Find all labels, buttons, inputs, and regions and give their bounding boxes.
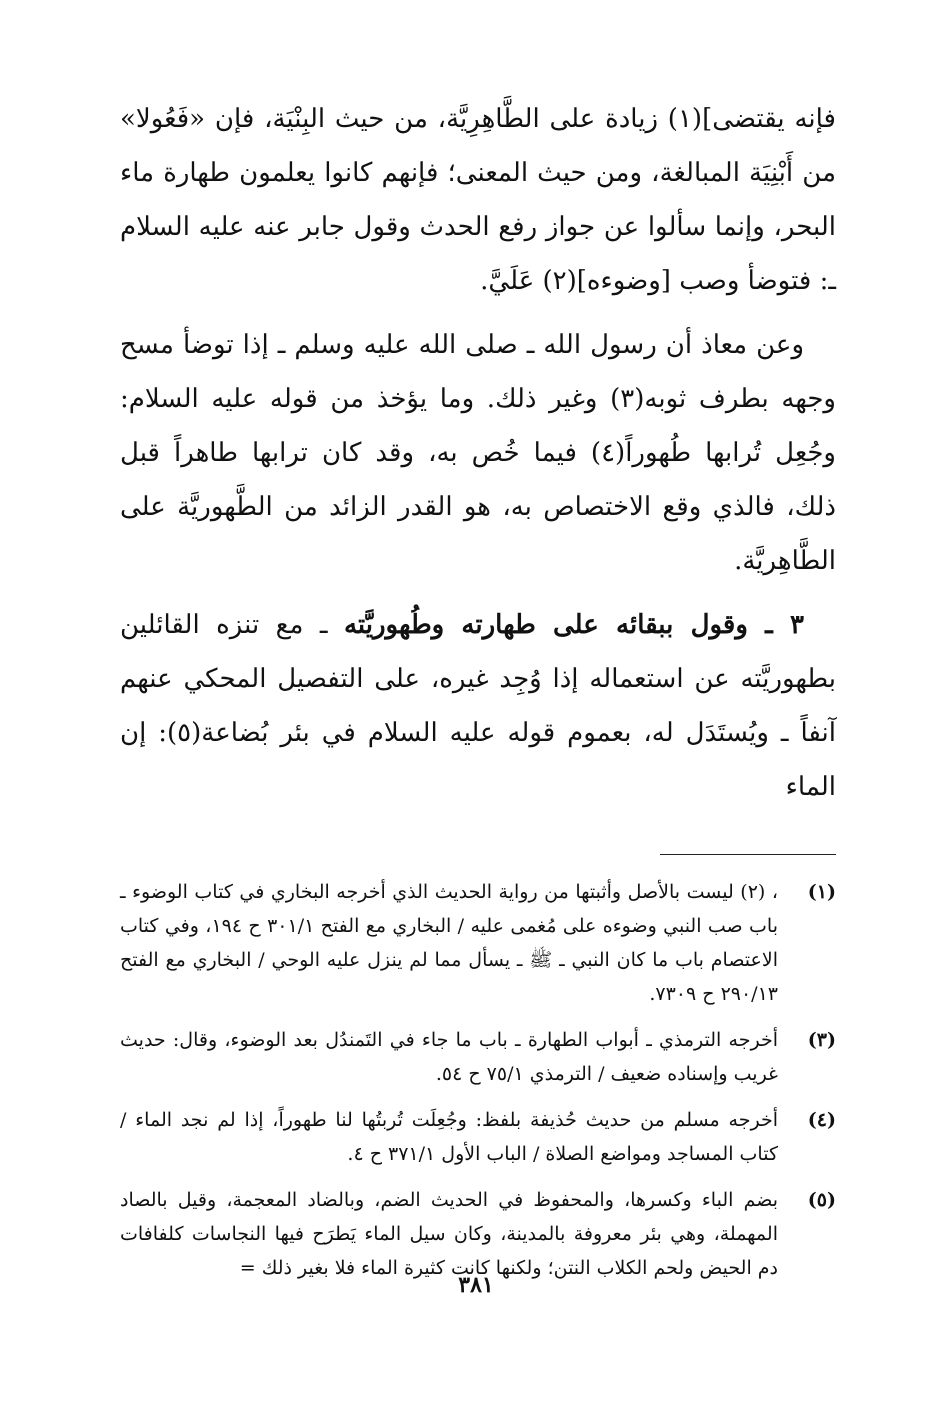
page-content	[120, 92, 836, 1297]
main-text	[120, 92, 836, 814]
footnotes	[120, 875, 836, 1285]
paragraph-1: فإنه يقتضى](١) زيادة على الطَّاهِرِيَّة، من حيث البِنْيَة، فإن «فَعُولا» من أَبْنِيَة المبالغة، ومن حيث المعنى؛ فإنهم كانوا يعلمون طهارة ماء البحر، وإنما سألوا عن جواز رفع الحدث وقول جابر عنه عليه السلام ـ: فتوضأ وصب [وضوءه](٢) عَلَيَّ.	[120, 104, 837, 296]
page-number: ٣٨١	[458, 1272, 494, 1298]
footnote-4	[120, 1103, 836, 1171]
paragraph-2: وعن معاذ أن رسول الله ـ صلى الله عليه وسلم ـ إذا توضأ مسح وجهه بطرف ثوبه(٣) وغير ذلك. وما يؤخذ من قوله عليه السلام: وجُعِل تُرابها طُهوراً(٤) فيما خُص به، وقد كان ترابها طاهراً قبل ذلك، فالذي وقع الاختصاص به، هو القدر الزائد من الطَّهوريَّة على الطَّاهِريَّة.	[120, 330, 836, 576]
footnote-number: (٤)	[807, 1109, 836, 1131]
footnote-5	[120, 1183, 836, 1285]
footnote-number: (٣)	[807, 1029, 836, 1051]
footnote-text: بضم الباء وكسرها، والمحفوظ في الحديث الضم، وبالضاد المعجمة، وقيل بالصاد المهملة، وهي بئر معروفة بالمدينة، وكان سيل الماء يَطرَح فيها النجاسات كلفافات دم الحيض ولحم الكلاب النتن؛ ولكنها كانت كثيرة الماء فلا بغير ذلك =	[120, 1189, 778, 1279]
section-3-body: ـ مع تنزه القائلين بطهوريَّته عن استعماله إذا وُجِد غيره، على التفصيل المحكي عنهم آنفاً ـ ويُستَدَل له، بعموم قوله عليه السلام في بئر بُضاعة(٥): إن الماء	[120, 610, 836, 802]
footnote-text: أخرجه مسلم من حديث حُذيفة بلفظ: وجُعِلَت تُربتُها لنا طهوراً، إذا لم نجد الماء / كتاب المساجد ومواضع الصلاة / الباب الأول ٣٧١/١ ح ٤.	[120, 1109, 778, 1165]
footnote-text: أخرجه الترمذي ـ أبواب الطهارة ـ باب ما جاء في التَمندُل بعد الوضوء، وقال: حديث غريب وإسناده ضعيف / الترمذي ٧٥/١ ح ٥٤.	[120, 1029, 778, 1085]
footnote-number: (١)	[807, 881, 836, 903]
footnote-1	[120, 875, 836, 1011]
footnote-divider	[660, 854, 836, 855]
footnote-3	[120, 1023, 836, 1091]
footnote-text: ، (٢) ليست بالأصل وأثبتها من رواية الحديث الذي أخرجه البخاري في كتاب الوضوء ـ باب صب النبي وضوءه على مُغمى عليه / البخاري مع الفتح ٣٠١/١ ح ١٩٤، وفي كتاب الاعتصام باب ما كان النبي ـ ﷺ ـ يسأل مما لم ينزل عليه الوحي / البخاري مع الفتح ٢٩٠/١٣ ح ٧٣٠٩.	[120, 881, 778, 1005]
section-3-heading: ٣ ـ وقول ببقائه على طهارته وطُهوريَّته	[343, 610, 804, 640]
footnote-number: (٥)	[807, 1189, 836, 1211]
paragraph-3	[120, 598, 836, 814]
